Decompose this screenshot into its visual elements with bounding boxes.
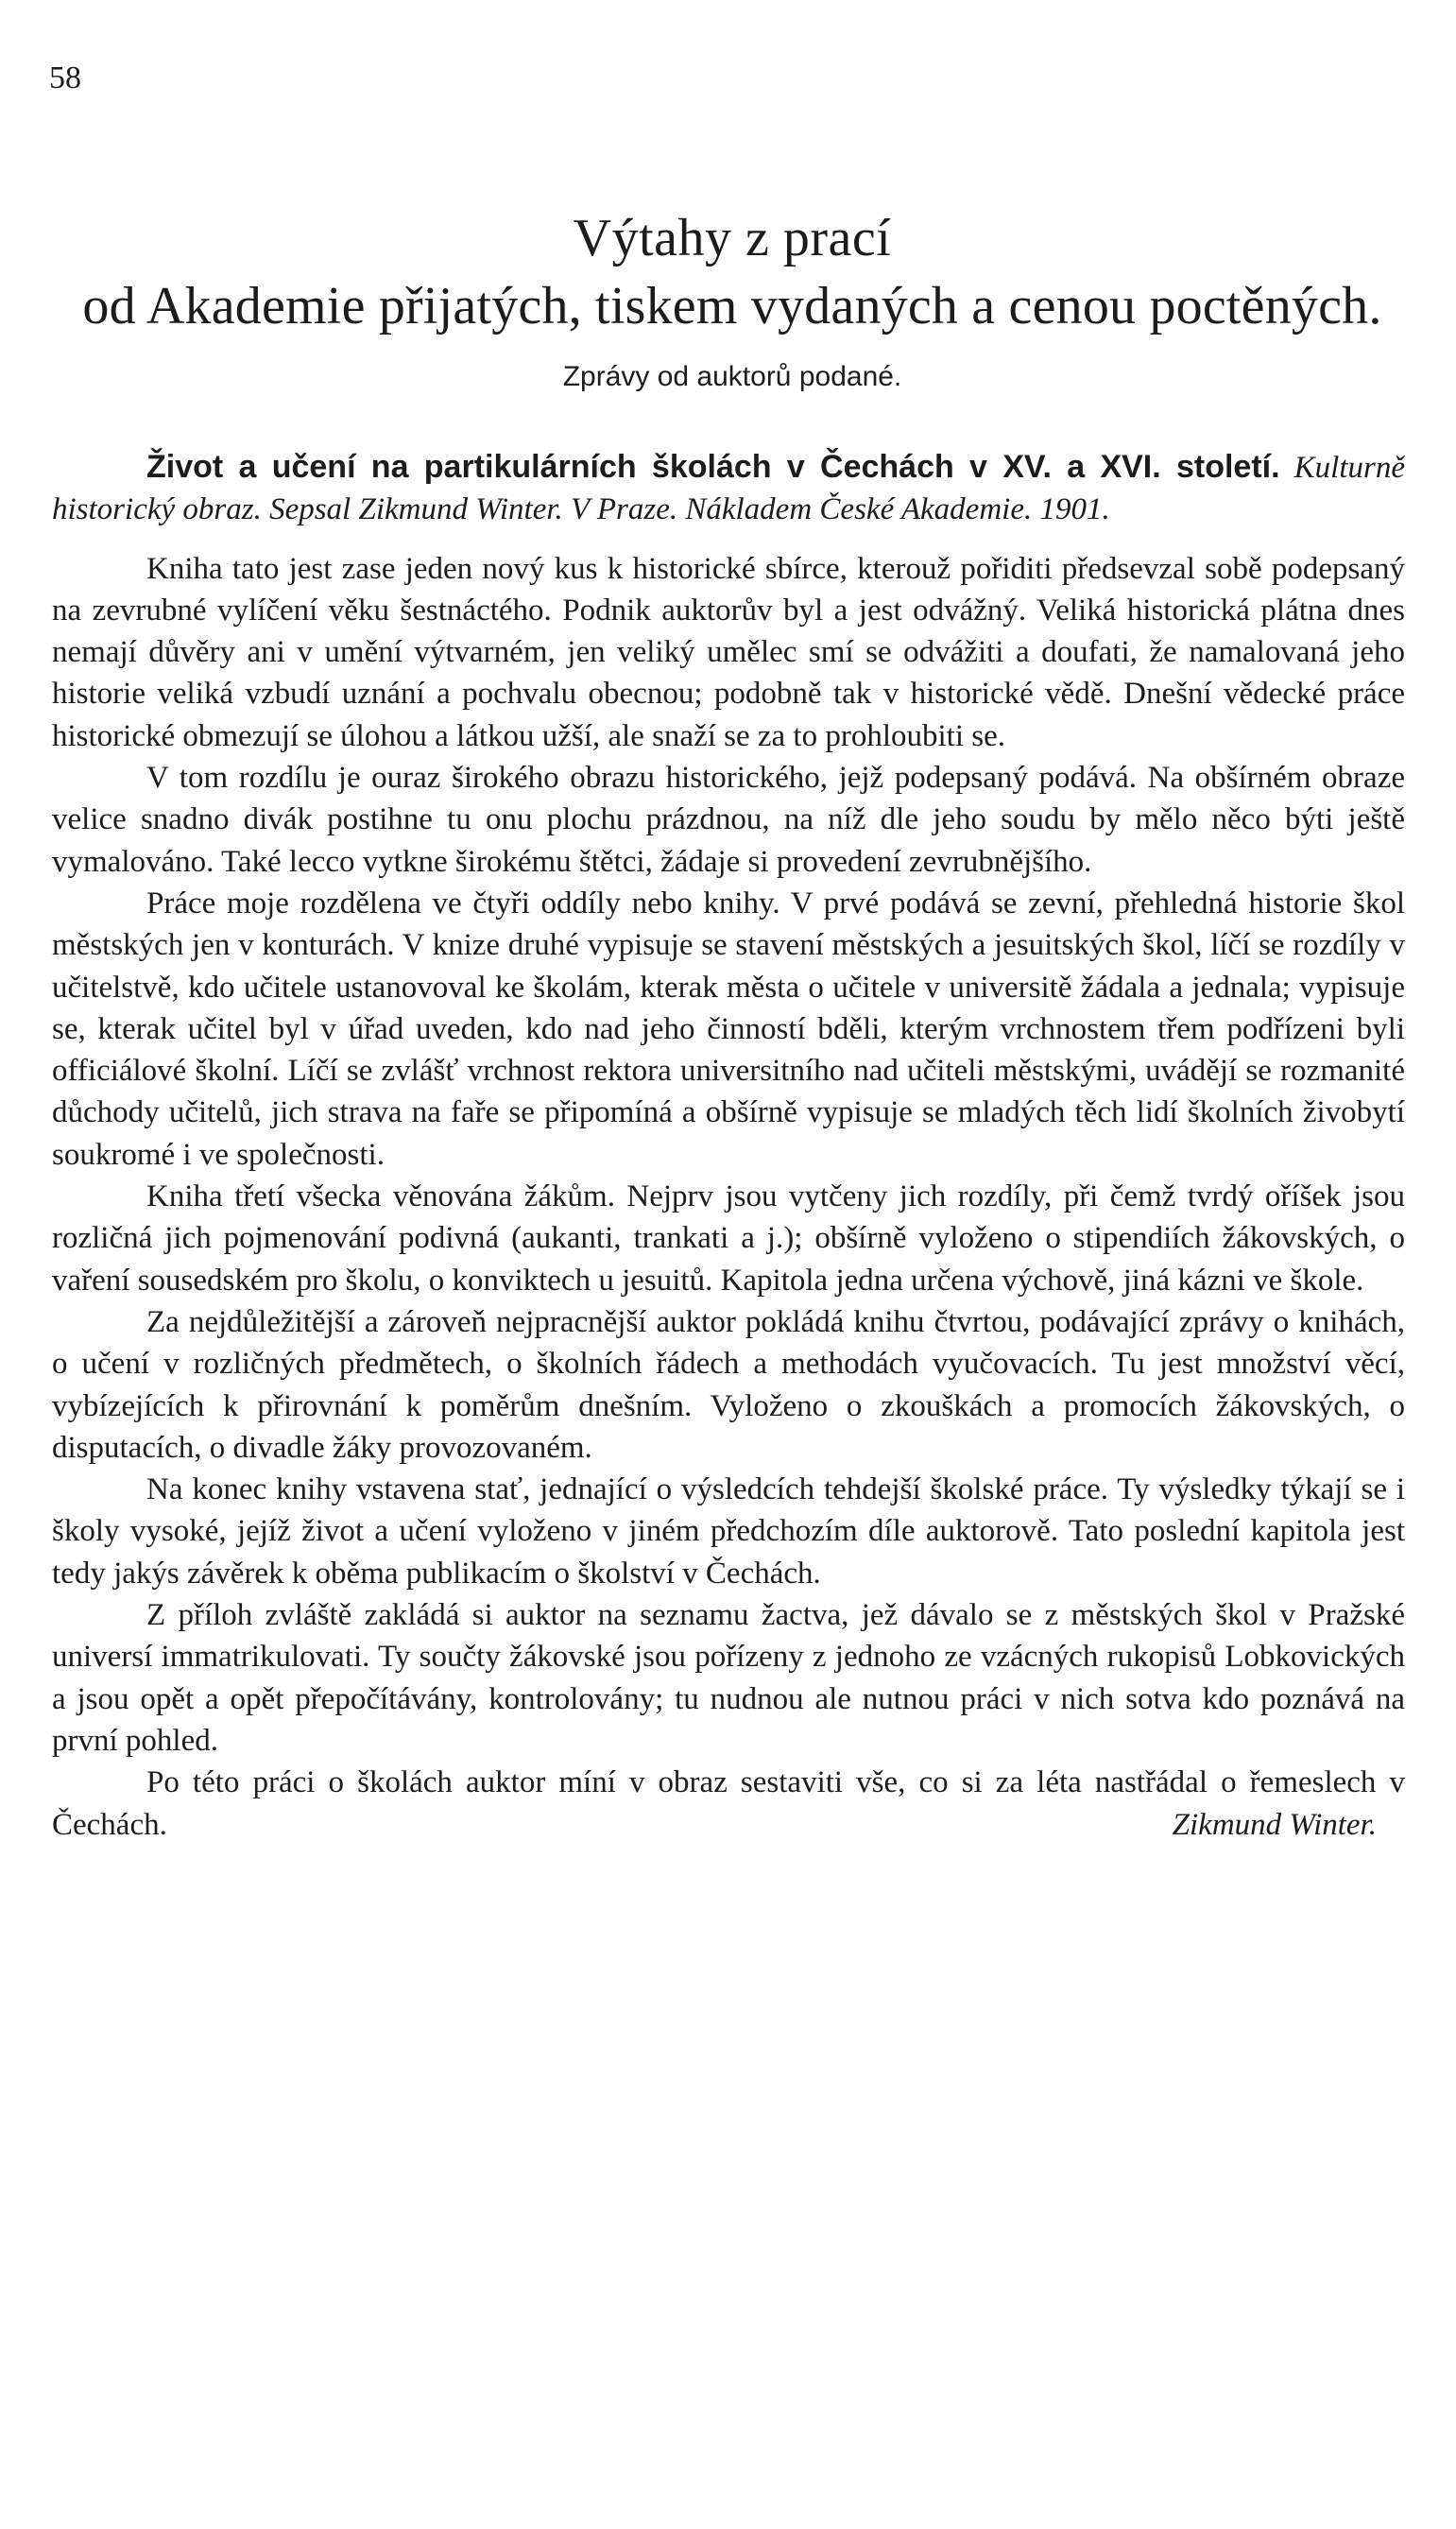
review-final-text: Po této práci o školách auktor míní v obraz sestaviti vše, co si za léta nastřádal o řemeslech v Čechách. [52,1765,1405,1842]
book-title: Život a učení na partikulárních školách v Čechách v XV. a XVI. století. [146,449,1280,485]
page-number: 58 [49,60,81,95]
review-final-paragraph [52,1762,1405,1846]
section-subtitle: Zprávy od auktorů podané. [562,361,902,392]
review-heading-paragraph [52,446,1405,531]
book-review [52,446,1405,1846]
review-paragraph: Kniha tato jest zase jeden nový kus k historické sbírce, kterouž pořiditi předsevzal sobě podepsaný na zevrubné vylíčení věku šestnáctého. Podnik auktorův byl a jest odvážný. Veliká historická plátna dnes nemají důvěry ani v umění výtvarném, jen veliký umělec smí se odvážiti a doufati, že namalovaná jeho historie veliká vzbudí uznání a pochvalu obecnou; podobně tak v historické vědě. Dnešní vědecké práce historické obmezují se úlohou a látkou užší, ale snaží se za to prohloubiti se. [52,551,1405,753]
author-signature: Zikmund Winter. [1172,1807,1377,1842]
section-title: Výtahy z prací [573,209,892,267]
review-paragraph: Za nejdůležitější a zároveň nejpracnější auktor pokládá knihu čtvrtou, podávající zprávy o knihách, o učení v rozličných předmětech, o školních řádech a methodách vyučovacích. Tu jest množství věcí, vybízejících k přirovnání k poměrům dnešním. Vyloženo o zkouškách a promocích žákovských, o disputacích, o divadle žáky provozovaném. [52,1304,1405,1465]
bibliographic-note: Kulturně historický obraz. Sepsal Zikmund Winter. V Praze. Nákladem České Akademie. 1901. [52,451,1406,527]
review-paragraph: Z příloh zvláště zakládá si auktor na seznamu žactva, jež dávalo se z městských škol v Pražské universí immatrikulovati. Ty součty žákovské jsou pořízeny z jednoho ze vzácných rukopisů Lobkovických a jsou opět a opět přepočítávány, kontrolovány; tu nudnou ale nutnou práci v nich sotva kdo poznává na první pohled. [52,1598,1405,1758]
review-paragraph: V tom rozdílu je ouraz širokého obrazu historického, jejž podepsaný podává. Na obšírném obraze velice snadno divák postihne tu onu plochu prázdnou, na níž dle jeho soudu by mělo něco býti ještě vymalováno. Také lecco vytkne širokému štětci, žádaje si provedení zevrubnějšího. [52,761,1405,879]
review-paragraph: Kniha třetí všecka věnována žákům. Nejprv jsou vytčeny jich rozdíly, při čemž tvrdý oříšek jsou rozličná jich pojmenování podivná (aukanti, trankati a j.); obšírně vyloženo o stipendiích žákovských, o vaření sousedském pro školu, o konviktech u jesuitů. Kapitola jedna určena výchově, jiná kázni ve škole. [52,1179,1405,1298]
review-paragraph: Na konec knihy vstavena stať, jednající o výsledcích tehdejší školské práce. Ty výsledky týkají se i školy vysoké, jejíž život a učení vyloženo v jiném předchozím díle auktorově. Tato poslední kapitola jest tedy jakýs závěrek k oběma publikacím o školství v Čechách. [52,1472,1405,1591]
section-title-continued: od Akademie přijatých, tiskem vydaných a cenou poctěných. [82,277,1382,335]
review-paragraph: Práce moje rozdělena ve čtyři oddíly nebo knihy. V prvé podává se zevní, přehledná historie škol městských jen v konturách. V knize druhé vypisuje se stavení městských a jesuitských škol, líčí se rozdíly v učitelstvě, kdo učitele ustanovoval ke školám, kterak města o učitele v universitě žádala a jednala; vypisuje se, kterak učitel byl v úřad uveden, kdo nad jeho činností bděli, kterým vrchnostem třem podřízeni byli officiálové školní. Líčí se zvlášť vrchnost rektora universitního nad učiteli městskými, uvádějí se rozmanité důchody učitelů, jich strava na faře se připomíná a obšírně vypisuje se mladých těch lidí školních živobytí soukromé i ve společnosti. [52,886,1405,1172]
